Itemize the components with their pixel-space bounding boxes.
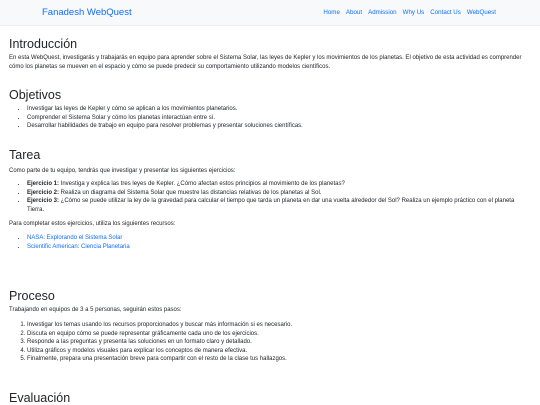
proceso-section [9,289,531,364]
objetivo-item: • Investigar las leyes de Kepler y cómo se aplican a los movimientos planetarios. [27,105,531,114]
resource-link-scientific-american[interactable]: Scientific American: Ciencia Planetaria [27,243,130,250]
tarea-title: Tarea [9,148,41,162]
objetivos-title: Objetivos [9,88,62,102]
resource-link-nasa[interactable]: NASA: Explorando el Sistema Solar [27,235,123,242]
nav-contact-us[interactable]: Contact Us [430,9,461,16]
ejercicio-label: Ejercicio 2: [27,189,60,196]
ejercicio-text: Realiza un diagrama del Sistema Solar que muestre las distancias relativas de los planetas al Sol. [59,189,322,196]
proceso-step: 1. Investigar los temas usando los recursos proporcionados y buscar más información si es necesario. [27,321,531,330]
ejercicio-text: Investiga y explica las tres leyes de Kepler. ¿Cómo afectan estos principios al movimiento de los planetas? [59,181,345,187]
proceso-step: 3. Responde a las preguntas y presenta las soluciones en un formato claro y detallado. [27,338,531,347]
objetivo-item: • Comprender el Sistema Solar y cómo los planetas interactúan entre sí. [27,114,531,123]
proceso-step: 2. Discuta en equipo cómo se puede representar gráficamente cada uno de los ejercicios. [27,330,531,339]
introduccion-text: En esta WebQuest, investigarás y trabajarás en equipo para aprender sobre el Sistema Solar, las leyes de Kepler y los movimientos de los planetas. El objetivo de esta actividad es comprender cómo los planetas se mueven en el espacio y cómo se puede predecir su comportamiento utilizando modelos científicos. [9,55,522,70]
objetivos-list [9,105,531,131]
resources-intro: Para completar estos ejercicios, utiliza los siguientes recursos: [9,221,176,228]
ejercicio-label: Ejercicio 3: [27,198,60,205]
evaluacion-title: Evaluación [9,391,71,405]
evaluacion-section [9,391,531,405]
objetivos-section [9,88,531,131]
resource-item [27,243,531,252]
brand-link[interactable]: Fanadesh WebQuest [42,7,132,18]
tarea-intro: Como parte de tu equipo, tendrás que investigar y presentar los siguientes ejercicios: [9,168,236,174]
resource-item [27,234,531,243]
nav-home[interactable]: Home [323,9,340,16]
proceso-step: 4. Utiliza gráficos y modelos visuales para explicar los conceptos de manera efectiva. [27,347,531,356]
nav-why-us[interactable]: Why Us [402,9,425,16]
navbar [0,0,540,26]
tarea-section [9,148,531,252]
nav-admission[interactable]: Admission [368,9,397,16]
ejercicios-list [9,180,531,214]
ejercicio-item [27,180,531,189]
ejercicio-label: Ejercicio 1: [27,181,60,187]
proceso-title: Proceso [9,289,55,303]
introduccion-section [9,37,531,72]
objetivo-item: • Desarrollar habilidades de trabajo en equipo para resolver problemas y presentar soluciones científicas. [27,122,531,131]
ejercicio-text: ¿Cómo se puede utilizar la ley de la gravedad para calcular el tiempo que tarda un planeta en dar una vuelta alrededor del Sol? Realiza un ejemplo práctico con el planeta Tierra. [27,198,515,213]
nav-about[interactable]: About [345,9,363,16]
ejercicio-item [27,197,531,214]
proceso-step: 5. Finalmente, prepara una presentación breve para compartir con el resto de la clase tus hallazgos. [27,355,531,364]
proceso-intro: Trabajando en equipos de 3 a 5 personas, seguirán estos pasos: [9,307,182,313]
proceso-steps [9,321,531,364]
ejercicio-item [27,189,531,198]
resources-list [9,234,531,251]
introduccion-title: Introducción [9,37,78,51]
nav-webquest[interactable]: WebQuest [466,9,496,16]
nav-links [323,9,496,16]
